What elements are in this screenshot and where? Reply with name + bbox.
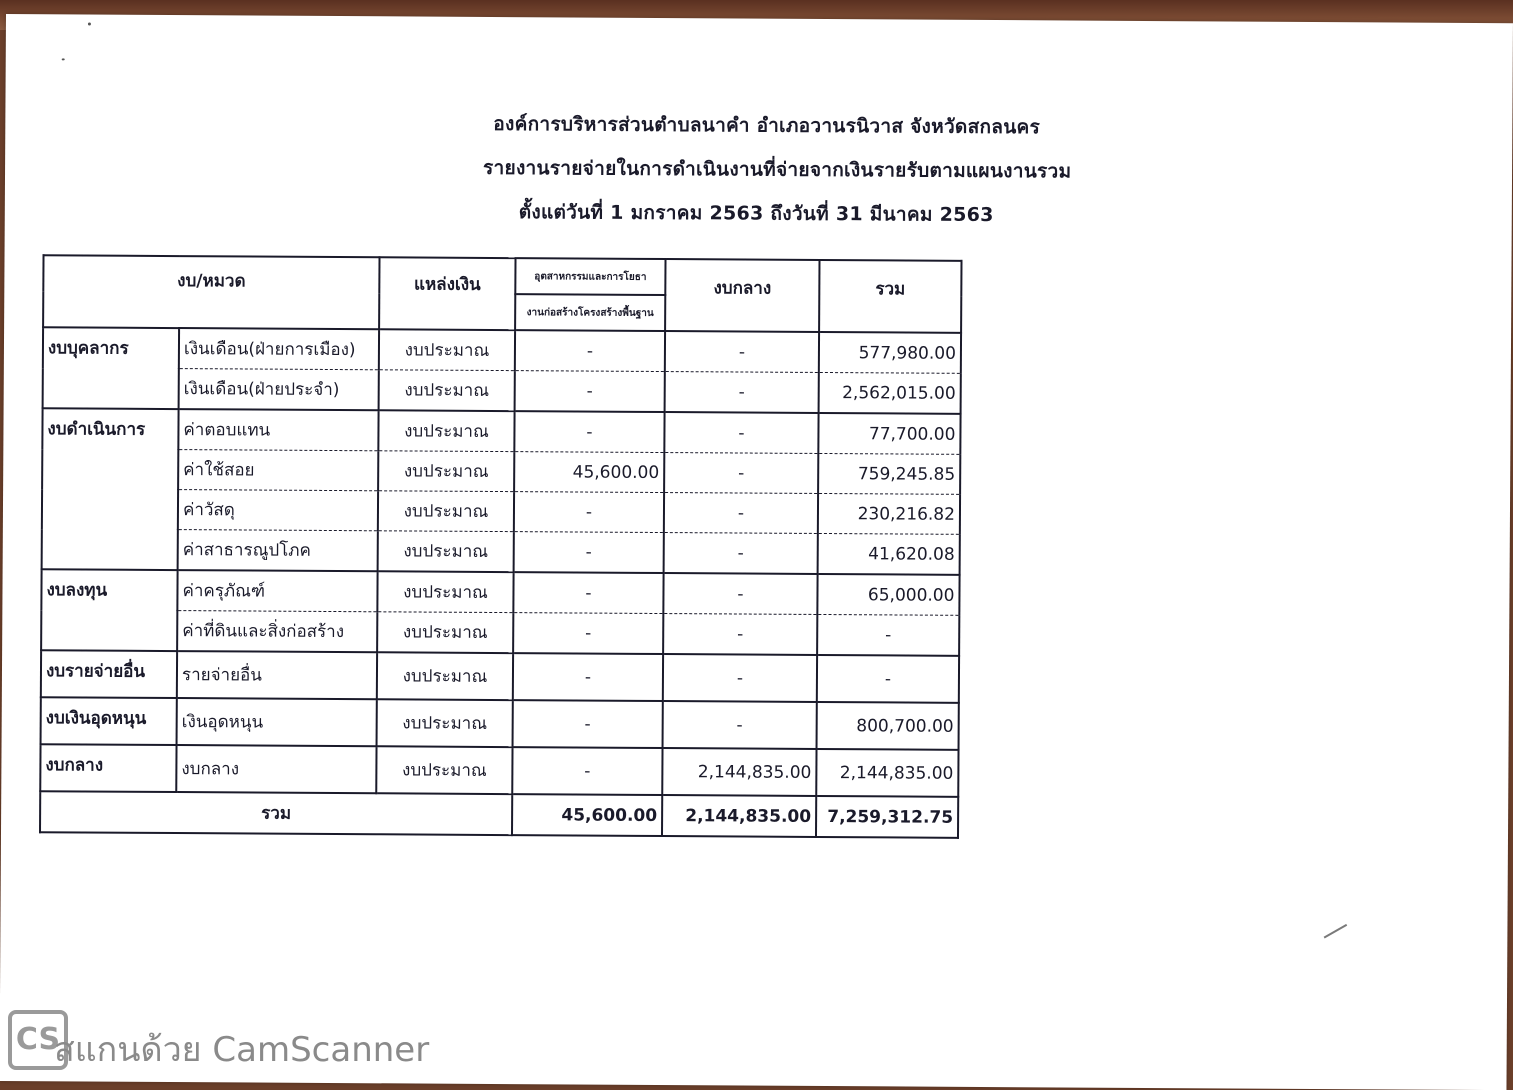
- item-central: -: [664, 412, 818, 453]
- item-name: ค่าครุภัณฑ์: [177, 570, 377, 612]
- group-label: งบดำเนินการ: [42, 408, 179, 570]
- table-row: [41, 697, 959, 750]
- item-name: เงินเดือน(ฝ่ายประจำ): [179, 369, 379, 411]
- item-name: เงินเดือน(ฝ่ายการเมือง): [179, 328, 379, 370]
- header-central: งบกลาง: [665, 259, 819, 332]
- item-total: 800,700.00: [817, 702, 959, 750]
- dust-speck: [88, 23, 91, 26]
- camscanner-watermark: สแกนด้วย CamScanner: [54, 1030, 430, 1070]
- group-label: งบเงินอุดหนุน: [41, 697, 177, 745]
- table-row: [42, 408, 960, 454]
- item-name: ค่าใช้สอย: [178, 450, 378, 491]
- total-infra: 45,600.00: [512, 794, 662, 836]
- item-central: -: [664, 453, 818, 494]
- item-source: งบประมาณ: [377, 571, 513, 612]
- table-row: [43, 368, 961, 414]
- item-infra: -: [513, 572, 663, 613]
- total-grand: 7,259,312.75: [816, 796, 958, 838]
- scanned-page: [0, 14, 1513, 1090]
- item-infra: 45,600.00: [514, 452, 664, 493]
- item-name: งบกลาง: [176, 745, 376, 793]
- table-header-row: [43, 255, 961, 297]
- item-central: -: [665, 331, 819, 372]
- item-name: ค่าวัสดุ: [178, 490, 378, 531]
- item-source: งบประมาณ: [377, 612, 513, 653]
- group-label: งบลงทุน: [41, 569, 177, 651]
- item-name: ค่าตอบแทน: [178, 409, 378, 451]
- group-label: งบรายจ่ายอื่น: [41, 650, 177, 698]
- group-label: งบบุคลากร: [43, 327, 179, 409]
- item-source: งบประมาณ: [377, 652, 513, 700]
- table-row: [41, 569, 959, 615]
- table-row: [42, 449, 960, 495]
- item-total: 2,144,835.00: [816, 749, 958, 797]
- item-total: 41,620.08: [818, 533, 960, 574]
- table-row: [41, 650, 959, 703]
- header-date-range: ตั้งแต่วันที่ 1 มกราคม 2563 ถึงวันที่ 31 มีนาคม 2563: [518, 201, 994, 227]
- item-name: ค่าที่ดินและสิ่งก่อสร้าง: [177, 611, 377, 653]
- item-total: 77,700.00: [818, 413, 960, 454]
- item-infra: -: [514, 532, 664, 573]
- item-central: -: [663, 654, 817, 702]
- item-name: รายจ่ายอื่น: [177, 651, 377, 699]
- item-name: เงินอุดหนุน: [177, 698, 377, 746]
- item-infra: -: [514, 411, 664, 452]
- item-infra: -: [515, 330, 665, 371]
- total-row: [40, 791, 958, 838]
- item-central: -: [663, 614, 817, 655]
- item-central: -: [665, 372, 819, 413]
- item-source: งบประมาณ: [379, 370, 515, 411]
- header-source: แหล่งเงิน: [379, 257, 515, 330]
- item-central: 2,144,835.00: [662, 748, 816, 796]
- item-source: งบประมาณ: [378, 451, 514, 492]
- group-label: งบกลาง: [40, 744, 176, 792]
- item-total: 230,216.82: [818, 493, 960, 534]
- item-infra: -: [512, 747, 662, 795]
- item-name: ค่าสาธารณูปโภค: [178, 530, 378, 572]
- header-organization: องค์การบริหารส่วนตำบลนาคำ อำเภอวานรนิวาส จังหวัดสกลนคร: [493, 112, 1041, 139]
- item-source: งบประมาณ: [378, 531, 514, 572]
- item-central: -: [663, 701, 817, 749]
- total-central: 2,144,835.00: [662, 795, 816, 837]
- total-label: รวม: [40, 791, 512, 835]
- table-row: [40, 744, 958, 797]
- table-row: [41, 610, 959, 656]
- item-central: -: [664, 493, 818, 534]
- table-row: [42, 529, 960, 575]
- item-total: 2,562,015.00: [819, 372, 961, 413]
- item-source: งบประมาณ: [378, 410, 514, 451]
- table-row: [43, 327, 961, 373]
- item-source: งบประมาณ: [379, 329, 515, 370]
- item-central: -: [663, 573, 817, 614]
- item-source: งบประมาณ: [376, 746, 512, 794]
- item-source: งบประมาณ: [377, 699, 513, 747]
- header-category: งบ/หมวด: [43, 255, 379, 329]
- expense-table: [39, 254, 963, 839]
- item-total: 65,000.00: [817, 574, 959, 615]
- item-total: 577,980.00: [819, 332, 961, 373]
- item-infra: -: [513, 653, 663, 701]
- dust-speck: [62, 58, 65, 60]
- item-infra: -: [514, 492, 664, 533]
- table-row: [42, 489, 960, 535]
- item-total: 759,245.85: [818, 453, 960, 494]
- item-infra: -: [513, 700, 663, 748]
- camscanner-logo: CS: [8, 1010, 68, 1070]
- item-infra: -: [515, 371, 665, 412]
- item-central: -: [664, 533, 818, 574]
- header-total: รวม: [819, 260, 961, 333]
- header-report-title: รายงานรายจ่ายในการดำเนินงานที่จ่ายจากเงินรายรับตามแผนงานรวม: [483, 156, 1072, 183]
- item-infra: -: [513, 613, 663, 654]
- item-source: งบประมาณ: [378, 491, 514, 532]
- header-work: งานก่อสร้างโครงสร้างพื้นฐาน: [515, 294, 665, 331]
- item-total: -: [817, 614, 959, 655]
- header-plan: อุตสาหกรรมและการโยธา: [515, 258, 665, 295]
- item-total: -: [817, 655, 959, 703]
- pen-mark: [1324, 924, 1348, 939]
